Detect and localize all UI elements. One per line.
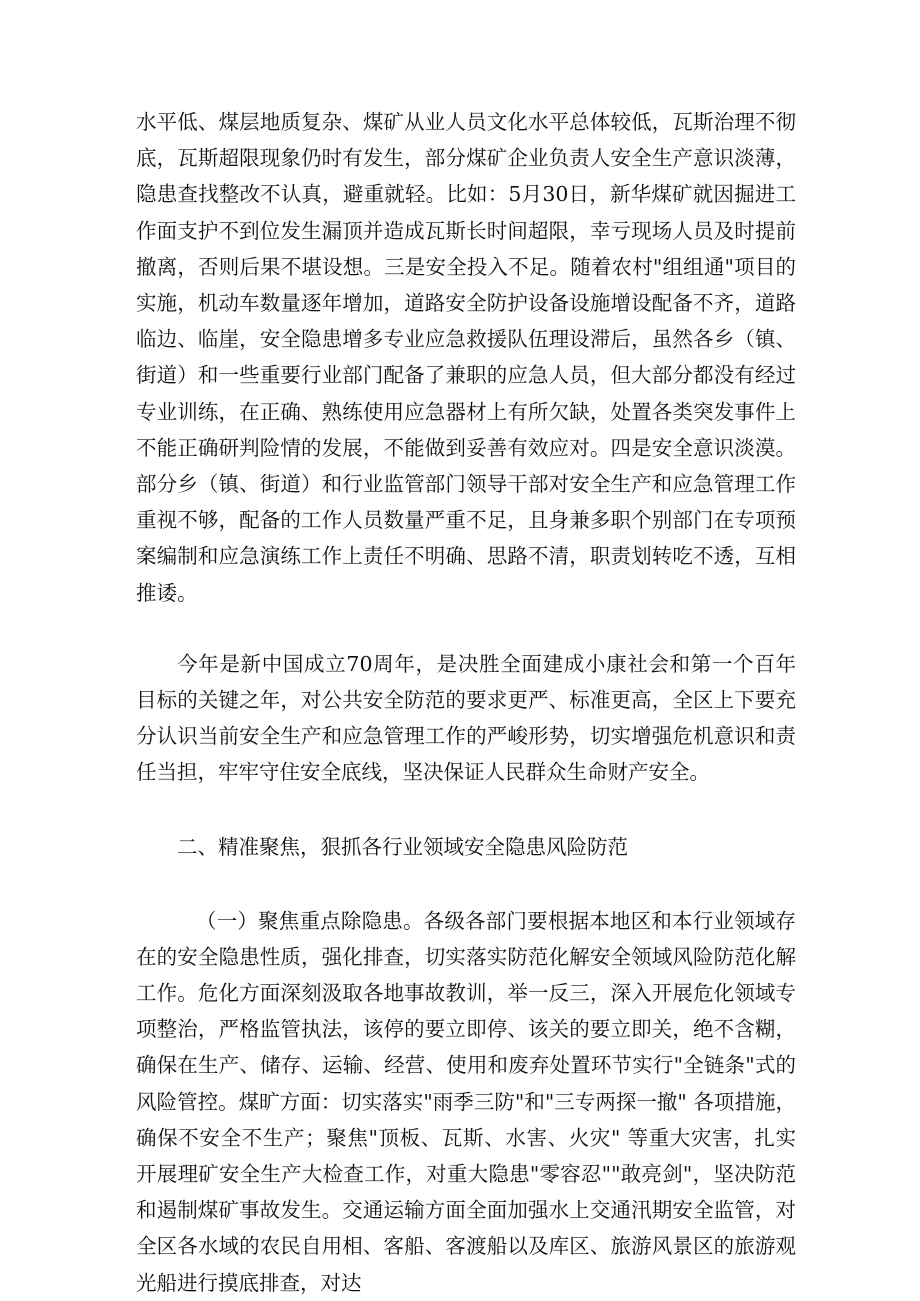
subsection-paragraph: （一）聚焦重点除隐患。各级各部门要根据本地区和本行业领域存在的安全隐患性质，强化排查，切实落实防范化解安全领域风险防范化解工作。危化方面深刻汲取各地事故教训，举一反三，深入开展危化领域专项整治，严格监管执法，该停的要立即停、该关的要立即关，绝不含糊，确保在生产、储存、运输、经营、使用和废弃处置环节实行"全链条"式的风险管控。煤旷方面：切实落实"雨季三防"和"三专两探一撤" 各项措施，确保不安全不生产；聚焦"顶板、瓦斯、水害、火灾" 等重大灾害，扎实开展理矿安全生产大检查工作，对重大隐患"零容忍""敢亮剑"，坚决防范和遏制煤矿事故发生。交通运输方面全面加强水上交通汛期安全监管，对全区各水域的农民自用相、客船、客渡船以及库区、旅游风景区的旅游观光船进行摸底排查，对达: [136, 908, 796, 1295]
body-paragraph-1: 水平低、煤层地质复杂、煤矿从业人员文化水平总体较低，瓦斯治理不彻底，瓦斯超限现象仍时有发生，部分煤矿企业负责人安全生产意识淡薄，隐患查找整改不认真，避重就轻。比如：5月30日，新华煤矿就因掘进工作面支护不到位发生漏顶并造成瓦斯长时间超限，幸亏现场人员及时提前撤离，否则后果不堪设想。三是安全投入不足。随着农村"组组通"项目的实施，机动车数量逐年增加，道路安全防护设备设施增设配备不齐，道路临边、临崖，安全隐患增多专业应急救援队伍理设滞后，虽然各乡（镇、街道）和一些重要行业部门配备了兼职的应急人员，但大部分都没有经过专业训练，在正确、熟练使用应急器材上有所欠缺，处置各类突发事件上不能正确研判险情的发展，不能做到妥善有效应对。四是安全意识淡漠。部分乡（镇、街道）和行业监管部门领导干部对安全生产和应急管理工作重视不够，配备的工作人员数量严重不足，且身兼多职个别部门在专项预案编制和应急演练工作上责任不明确、思路不清，职责划转吃不透，互相推诿。: [136, 110, 796, 605]
body-paragraph-2: 今年是新中国成立70周年，是决胜全面建成小康社会和第一个百年目标的关键之年，对公共安全防范的要求更严、标准更高，全区上下要充分认识当前安全生产和应急管理工作的严峻形势，切实增强危机意识和责任当担，牢牢守住安全底线，坚决保证人民群众生命财产安全。: [136, 651, 796, 785]
document-page: [136, 104, 796, 1301]
section-heading: 二、精准聚焦，狠抓各行业领域安全隐患风险防范: [177, 834, 628, 859]
